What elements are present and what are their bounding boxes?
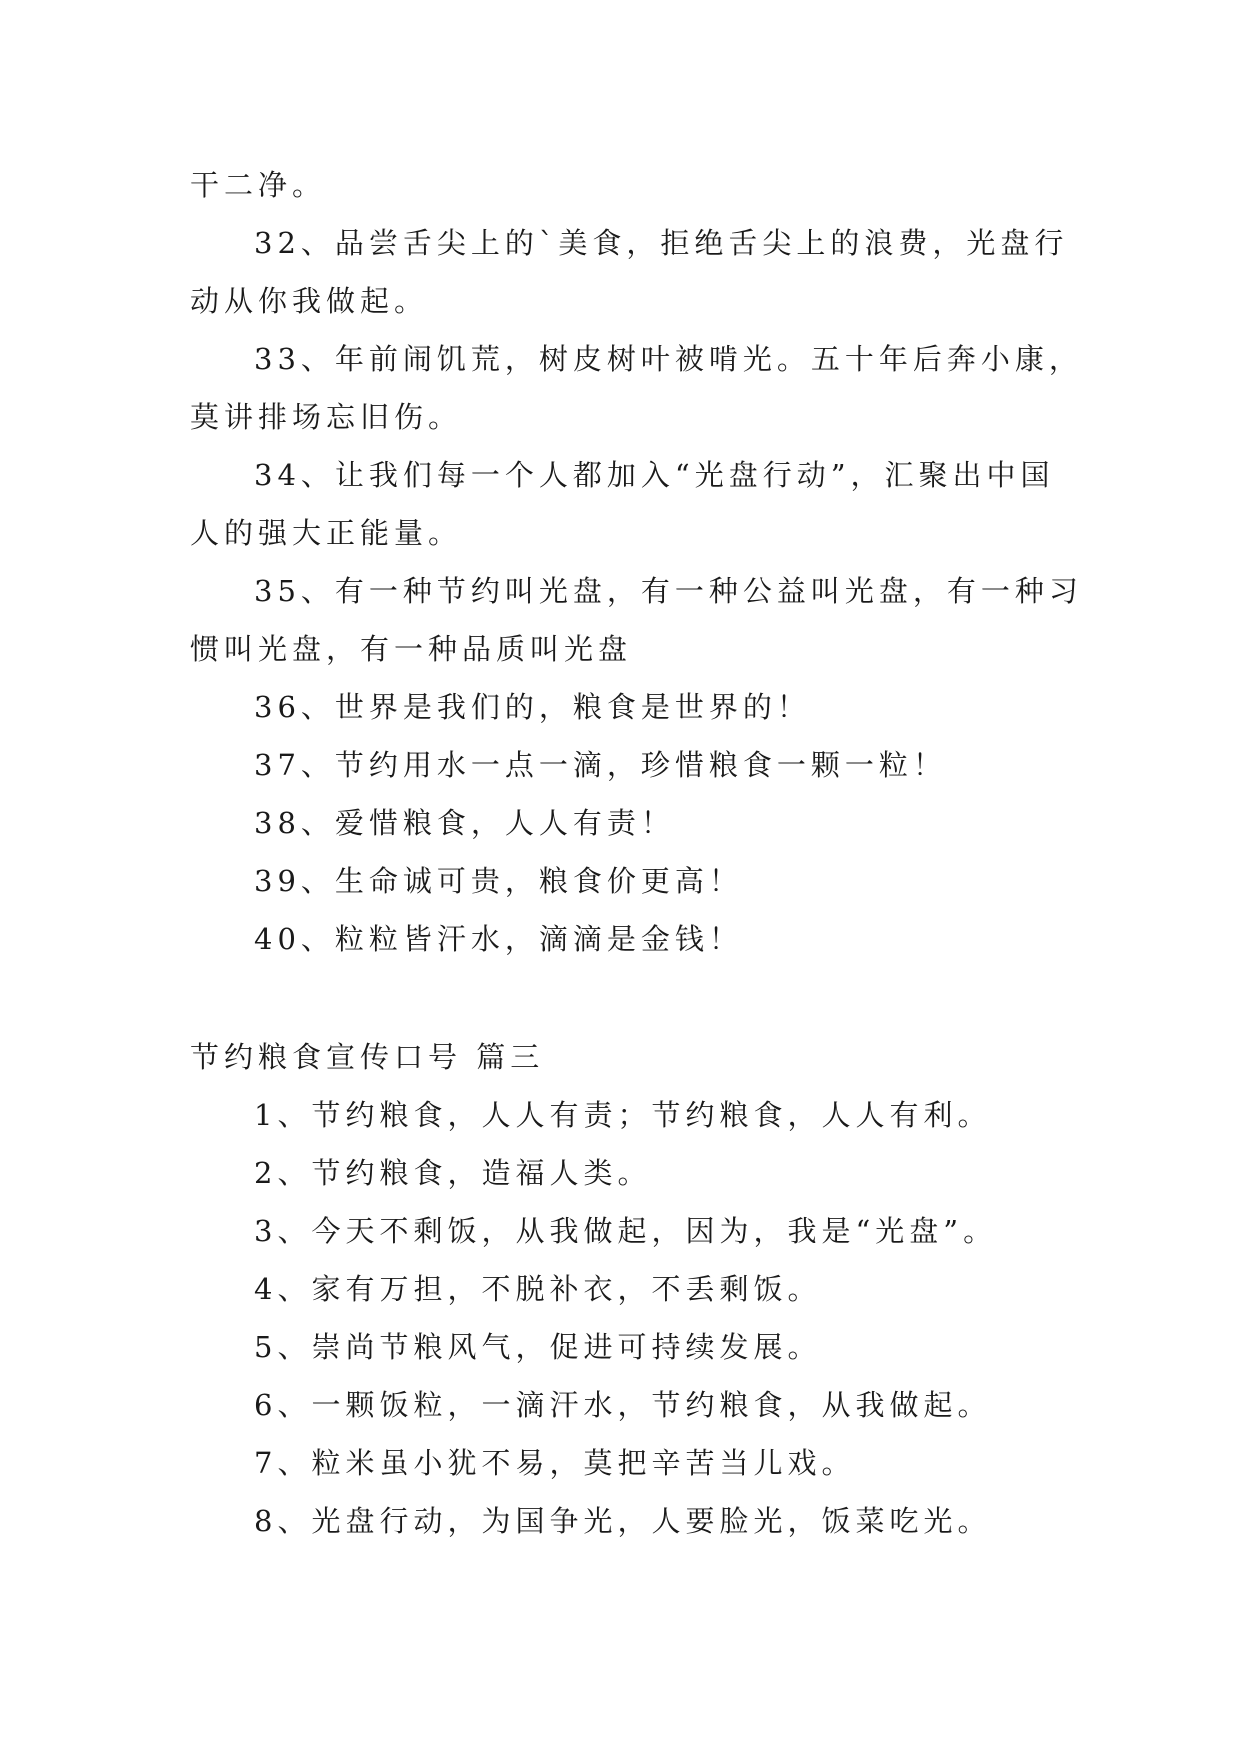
slogan-38: 38、爱惜粮食，人人有责！: [254, 806, 675, 840]
slogan-3: 3、今天不剩饭，从我做起，因为，我是“光盘”。: [254, 1214, 998, 1248]
slogan-6: 6、一颗饭粒，一滴汗水，节约粮食，从我做起。: [254, 1388, 992, 1422]
slogan-37: 37、节约用水一点一滴，珍惜粮食一颗一粒！: [254, 748, 947, 782]
slogan-36: 36、世界是我们的，粮食是世界的！: [254, 690, 811, 724]
slogan-7: 7、粒米虽小犹不易，莫把辛苦当儿戏。: [254, 1446, 856, 1480]
text-line: 惯叫光盘，有一种品质叫光盘: [190, 632, 633, 666]
text-line: 人的强大正能量。: [190, 516, 463, 550]
slogan-2: 2、节约粮食，造福人类。: [254, 1156, 652, 1190]
section-heading: 节约粮食宣传口号 篇三: [190, 1040, 545, 1074]
slogan-5: 5、崇尚节粮风气，促进可持续发展。: [254, 1330, 822, 1364]
slogan-4: 4、家有万担，不脱补衣，不丢剩饭。: [254, 1272, 822, 1306]
slogan-1: 1、节约粮食，人人有责；节约粮食，人人有利。: [254, 1098, 992, 1132]
slogan-39: 39、生命诚可贵，粮食价更高！: [254, 864, 743, 898]
slogan-32: 32、品尝舌尖上的`美食，拒绝舌尖上的浪费，光盘行: [254, 226, 1069, 260]
slogan-35: 35、有一种节约叫光盘，有一种公益叫光盘，有一种习: [254, 574, 1083, 608]
slogan-34: 34、让我们每一个人都加入“光盘行动”，汇聚出中国: [254, 458, 1055, 492]
text-line: 莫讲排场忘旧伤。: [190, 400, 463, 434]
slogan-40: 40、粒粒皆汗水，滴滴是金钱！: [254, 922, 743, 956]
text-line: 干二净。: [190, 168, 327, 202]
slogan-33: 33、年前闹饥荒，树皮树叶被啃光。五十年后奔小康，: [254, 342, 1083, 376]
text-line: 动从你我做起。: [190, 284, 429, 318]
slogan-8: 8、光盘行动，为国争光，人要脸光，饭菜吃光。: [254, 1504, 992, 1538]
